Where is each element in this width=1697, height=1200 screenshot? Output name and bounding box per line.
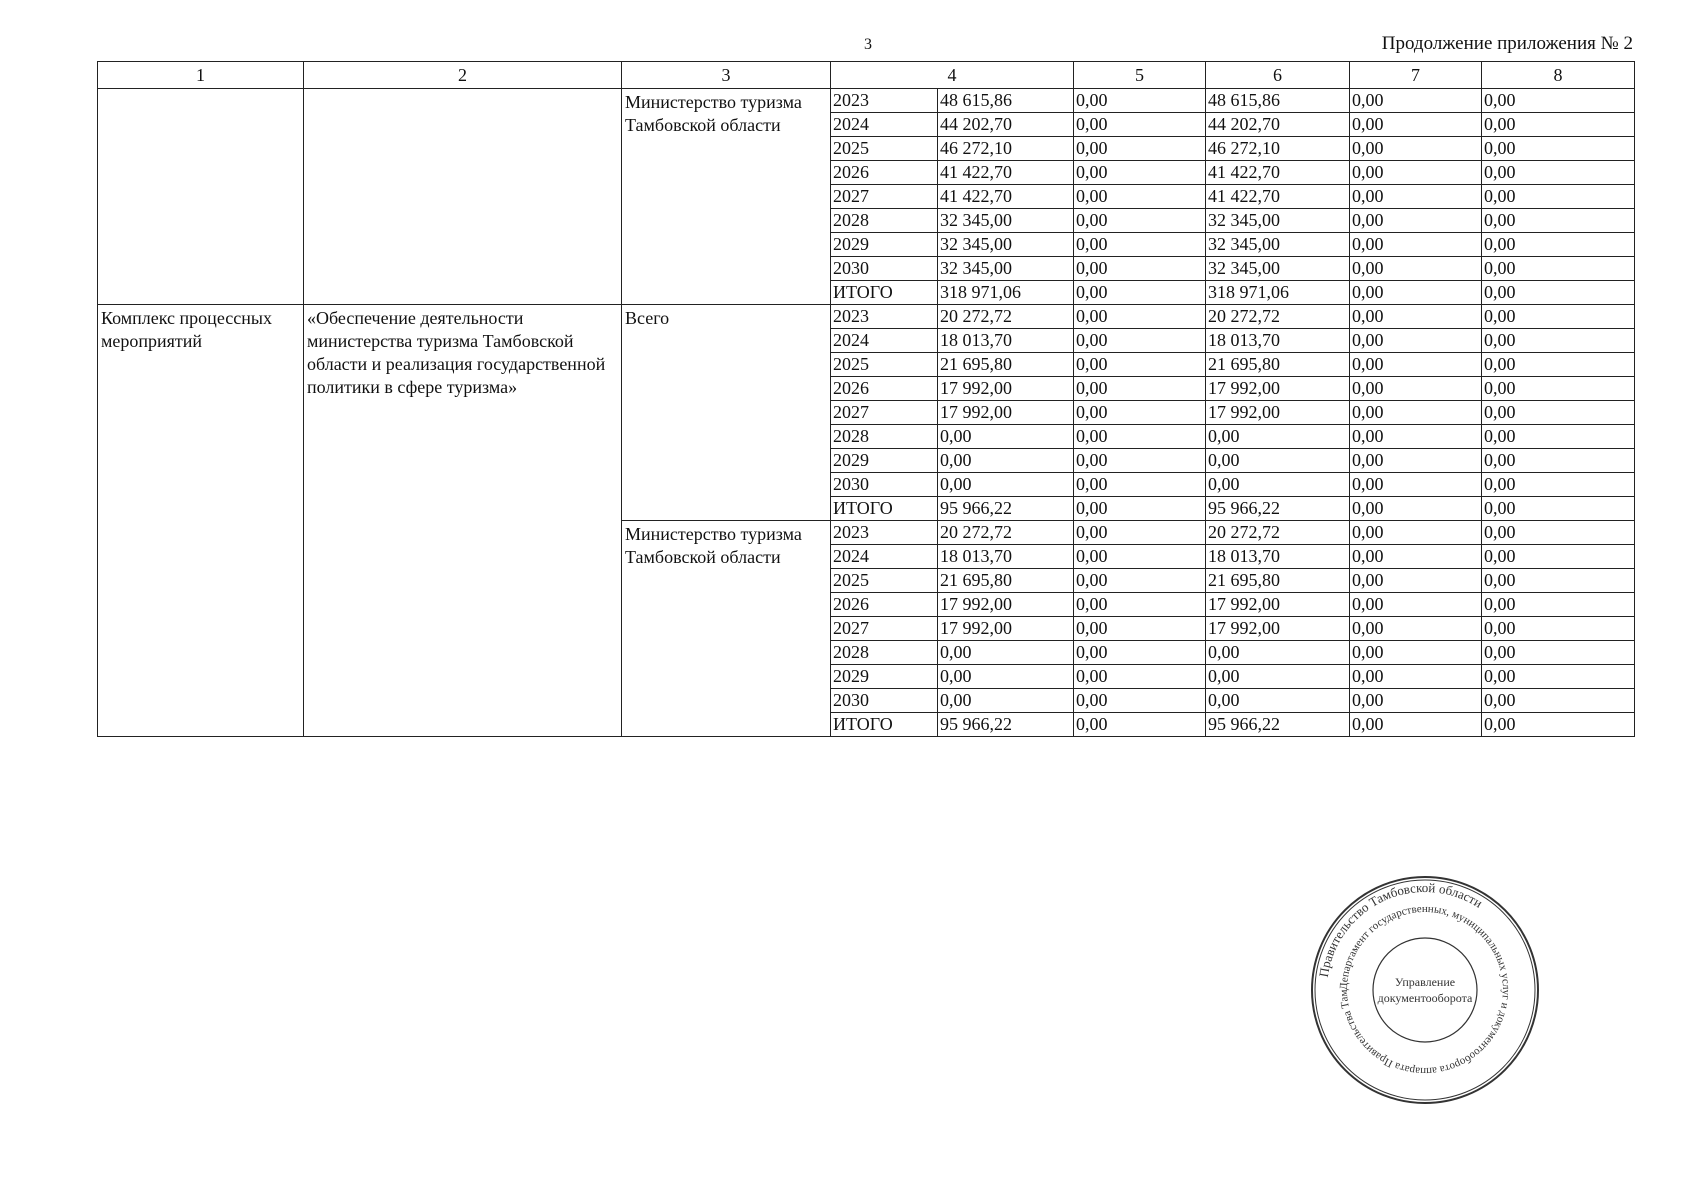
regional-budget-cell: 0,00 xyxy=(1206,641,1350,665)
total-cell: 41 422,70 xyxy=(938,185,1074,209)
total-cell: 17 992,00 xyxy=(938,377,1074,401)
local-budget-cell: 0,00 xyxy=(1350,521,1482,545)
other-sources-cell: 0,00 xyxy=(1482,281,1635,305)
local-budget-cell: 0,00 xyxy=(1350,137,1482,161)
official-seal xyxy=(1305,870,1545,1110)
table-body xyxy=(98,89,1635,737)
regional-budget-cell: 21 695,80 xyxy=(1206,569,1350,593)
regional-budget-cell: 95 966,22 xyxy=(1206,497,1350,521)
local-budget-cell: 0,00 xyxy=(1350,353,1482,377)
federal-budget-cell: 0,00 xyxy=(1074,473,1206,497)
federal-budget-cell: 0,00 xyxy=(1074,449,1206,473)
federal-budget-cell: 0,00 xyxy=(1074,401,1206,425)
other-sources-cell: 0,00 xyxy=(1482,185,1635,209)
federal-budget-cell: 0,00 xyxy=(1074,329,1206,353)
federal-budget-cell: 0,00 xyxy=(1074,137,1206,161)
year-cell: 2029 xyxy=(831,449,938,473)
seal-middle-text: Департамент государственных, муниципальных услуг и документооборота аппарата Правительства Там xyxy=(1337,902,1513,1078)
local-budget-cell: 0,00 xyxy=(1350,329,1482,353)
total-cell: 21 695,80 xyxy=(938,353,1074,377)
total-cell: 0,00 xyxy=(938,689,1074,713)
regional-budget-cell: 46 272,10 xyxy=(1206,137,1350,161)
total-cell: 95 966,22 xyxy=(938,713,1074,737)
federal-budget-cell: 0,00 xyxy=(1074,569,1206,593)
local-budget-cell: 0,00 xyxy=(1350,305,1482,329)
event-name-cell xyxy=(304,89,622,305)
local-budget-cell: 0,00 xyxy=(1350,401,1482,425)
federal-budget-cell: 0,00 xyxy=(1074,377,1206,401)
year-cell: 2023 xyxy=(831,89,938,113)
other-sources-cell: 0,00 xyxy=(1482,113,1635,137)
other-sources-cell: 0,00 xyxy=(1482,593,1635,617)
local-budget-cell: 0,00 xyxy=(1350,689,1482,713)
federal-budget-cell: 0,00 xyxy=(1074,281,1206,305)
local-budget-cell: 0,00 xyxy=(1350,377,1482,401)
local-budget-cell: 0,00 xyxy=(1350,473,1482,497)
total-cell: 32 345,00 xyxy=(938,209,1074,233)
table-row xyxy=(98,89,1635,113)
year-cell: 2028 xyxy=(831,641,938,665)
federal-budget-cell: 0,00 xyxy=(1074,497,1206,521)
local-budget-cell: 0,00 xyxy=(1350,449,1482,473)
year-cell: 2029 xyxy=(831,665,938,689)
regional-budget-cell: 18 013,70 xyxy=(1206,329,1350,353)
local-budget-cell: 0,00 xyxy=(1350,497,1482,521)
executor-cell: Всего xyxy=(622,305,831,521)
other-sources-cell: 0,00 xyxy=(1482,713,1635,737)
total-cell: 46 272,10 xyxy=(938,137,1074,161)
column-number: 1 xyxy=(98,62,304,89)
total-cell: 18 013,70 xyxy=(938,545,1074,569)
year-cell: 2023 xyxy=(831,521,938,545)
regional-budget-cell: 32 345,00 xyxy=(1206,257,1350,281)
regional-budget-cell: 20 272,72 xyxy=(1206,521,1350,545)
year-cell: 2030 xyxy=(831,257,938,281)
other-sources-cell: 0,00 xyxy=(1482,641,1635,665)
year-cell: 2027 xyxy=(831,401,938,425)
other-sources-cell: 0,00 xyxy=(1482,497,1635,521)
federal-budget-cell: 0,00 xyxy=(1074,209,1206,233)
budget-table xyxy=(97,61,1635,737)
other-sources-cell: 0,00 xyxy=(1482,569,1635,593)
regional-budget-cell: 44 202,70 xyxy=(1206,113,1350,137)
seal-center-line2: документооборота xyxy=(1377,991,1473,1005)
federal-budget-cell: 0,00 xyxy=(1074,665,1206,689)
federal-budget-cell: 0,00 xyxy=(1074,617,1206,641)
continuation-label: Продолжение приложения № 2 xyxy=(1381,33,1633,54)
federal-budget-cell: 0,00 xyxy=(1074,593,1206,617)
total-cell: 0,00 xyxy=(938,425,1074,449)
local-budget-cell: 0,00 xyxy=(1350,89,1482,113)
total-cell: 44 202,70 xyxy=(938,113,1074,137)
executor-cell: Министерство туризма Тамбовской области xyxy=(622,89,831,305)
local-budget-cell: 0,00 xyxy=(1350,233,1482,257)
local-budget-cell: 0,00 xyxy=(1350,185,1482,209)
local-budget-cell: 0,00 xyxy=(1350,281,1482,305)
year-cell: 2025 xyxy=(831,137,938,161)
regional-budget-cell: 17 992,00 xyxy=(1206,401,1350,425)
regional-budget-cell: 21 695,80 xyxy=(1206,353,1350,377)
federal-budget-cell: 0,00 xyxy=(1074,713,1206,737)
year-cell: 2024 xyxy=(831,113,938,137)
local-budget-cell: 0,00 xyxy=(1350,113,1482,137)
federal-budget-cell: 0,00 xyxy=(1074,521,1206,545)
total-cell: 0,00 xyxy=(938,665,1074,689)
other-sources-cell: 0,00 xyxy=(1482,377,1635,401)
regional-budget-cell: 17 992,00 xyxy=(1206,593,1350,617)
total-cell: 32 345,00 xyxy=(938,233,1074,257)
year-cell: 2026 xyxy=(831,377,938,401)
regional-budget-cell: 0,00 xyxy=(1206,689,1350,713)
other-sources-cell: 0,00 xyxy=(1482,473,1635,497)
seal-center-line1: Управление xyxy=(1394,975,1456,989)
federal-budget-cell: 0,00 xyxy=(1074,161,1206,185)
column-number: 6 xyxy=(1206,62,1350,89)
total-cell: 17 992,00 xyxy=(938,593,1074,617)
column-number-row xyxy=(98,62,1635,89)
year-cell: 2029 xyxy=(831,233,938,257)
federal-budget-cell: 0,00 xyxy=(1074,257,1206,281)
regional-budget-cell: 41 422,70 xyxy=(1206,161,1350,185)
other-sources-cell: 0,00 xyxy=(1482,521,1635,545)
total-cell: 41 422,70 xyxy=(938,161,1074,185)
federal-budget-cell: 0,00 xyxy=(1074,545,1206,569)
seal-outer-text: Правительство Тамбовской области xyxy=(1315,879,1486,979)
year-cell: 2030 xyxy=(831,473,938,497)
year-cell: ИТОГО xyxy=(831,281,938,305)
year-cell: 2028 xyxy=(831,209,938,233)
local-budget-cell: 0,00 xyxy=(1350,593,1482,617)
year-cell: 2026 xyxy=(831,161,938,185)
other-sources-cell: 0,00 xyxy=(1482,353,1635,377)
year-cell: 2024 xyxy=(831,545,938,569)
other-sources-cell: 0,00 xyxy=(1482,449,1635,473)
total-cell: 318 971,06 xyxy=(938,281,1074,305)
column-number: 5 xyxy=(1074,62,1206,89)
total-cell: 95 966,22 xyxy=(938,497,1074,521)
other-sources-cell: 0,00 xyxy=(1482,209,1635,233)
event-type-cell xyxy=(98,89,304,305)
total-cell: 0,00 xyxy=(938,473,1074,497)
total-cell: 17 992,00 xyxy=(938,617,1074,641)
federal-budget-cell: 0,00 xyxy=(1074,113,1206,137)
other-sources-cell: 0,00 xyxy=(1482,137,1635,161)
year-cell: 2030 xyxy=(831,689,938,713)
executor-cell: Министерство туризма Тамбовской области xyxy=(622,521,831,737)
federal-budget-cell: 0,00 xyxy=(1074,233,1206,257)
year-cell: 2026 xyxy=(831,593,938,617)
regional-budget-cell: 32 345,00 xyxy=(1206,209,1350,233)
total-cell: 20 272,72 xyxy=(938,305,1074,329)
other-sources-cell: 0,00 xyxy=(1482,329,1635,353)
regional-budget-cell: 318 971,06 xyxy=(1206,281,1350,305)
column-number: 7 xyxy=(1350,62,1482,89)
regional-budget-cell: 0,00 xyxy=(1206,473,1350,497)
local-budget-cell: 0,00 xyxy=(1350,665,1482,689)
other-sources-cell: 0,00 xyxy=(1482,257,1635,281)
regional-budget-cell: 18 013,70 xyxy=(1206,545,1350,569)
table-row xyxy=(98,305,1635,329)
local-budget-cell: 0,00 xyxy=(1350,209,1482,233)
regional-budget-cell: 0,00 xyxy=(1206,665,1350,689)
other-sources-cell: 0,00 xyxy=(1482,665,1635,689)
column-number: 3 xyxy=(622,62,831,89)
other-sources-cell: 0,00 xyxy=(1482,425,1635,449)
year-cell: 2023 xyxy=(831,305,938,329)
federal-budget-cell: 0,00 xyxy=(1074,353,1206,377)
federal-budget-cell: 0,00 xyxy=(1074,641,1206,665)
federal-budget-cell: 0,00 xyxy=(1074,425,1206,449)
regional-budget-cell: 0,00 xyxy=(1206,449,1350,473)
regional-budget-cell: 41 422,70 xyxy=(1206,185,1350,209)
year-cell: ИТОГО xyxy=(831,497,938,521)
federal-budget-cell: 0,00 xyxy=(1074,305,1206,329)
local-budget-cell: 0,00 xyxy=(1350,569,1482,593)
total-cell: 0,00 xyxy=(938,641,1074,665)
regional-budget-cell: 17 992,00 xyxy=(1206,617,1350,641)
other-sources-cell: 0,00 xyxy=(1482,161,1635,185)
regional-budget-cell: 48 615,86 xyxy=(1206,89,1350,113)
other-sources-cell: 0,00 xyxy=(1482,401,1635,425)
total-cell: 20 272,72 xyxy=(938,521,1074,545)
seal-graphic xyxy=(1305,870,1545,1110)
total-cell: 21 695,80 xyxy=(938,569,1074,593)
event-name-cell: «Обеспечение деятельности министерства туризма Тамбовской области и реализация государственной политики в сфере туризма» xyxy=(304,305,622,737)
total-cell: 48 615,86 xyxy=(938,89,1074,113)
total-cell: 18 013,70 xyxy=(938,329,1074,353)
column-number: 8 xyxy=(1482,62,1635,89)
federal-budget-cell: 0,00 xyxy=(1074,185,1206,209)
year-cell: 2025 xyxy=(831,569,938,593)
local-budget-cell: 0,00 xyxy=(1350,545,1482,569)
local-budget-cell: 0,00 xyxy=(1350,257,1482,281)
federal-budget-cell: 0,00 xyxy=(1074,89,1206,113)
other-sources-cell: 0,00 xyxy=(1482,233,1635,257)
year-cell: 2025 xyxy=(831,353,938,377)
local-budget-cell: 0,00 xyxy=(1350,713,1482,737)
regional-budget-cell: 95 966,22 xyxy=(1206,713,1350,737)
column-number: 2 xyxy=(304,62,622,89)
other-sources-cell: 0,00 xyxy=(1482,305,1635,329)
total-cell: 0,00 xyxy=(938,449,1074,473)
other-sources-cell: 0,00 xyxy=(1482,545,1635,569)
year-cell: ИТОГО xyxy=(831,713,938,737)
local-budget-cell: 0,00 xyxy=(1350,425,1482,449)
total-cell: 17 992,00 xyxy=(938,401,1074,425)
regional-budget-cell: 20 272,72 xyxy=(1206,305,1350,329)
regional-budget-cell: 17 992,00 xyxy=(1206,377,1350,401)
event-type-cell: Комплекс процессных мероприятий xyxy=(98,305,304,737)
other-sources-cell: 0,00 xyxy=(1482,617,1635,641)
year-cell: 2028 xyxy=(831,425,938,449)
page-number: 3 xyxy=(864,36,872,53)
local-budget-cell: 0,00 xyxy=(1350,617,1482,641)
total-cell: 32 345,00 xyxy=(938,257,1074,281)
year-cell: 2027 xyxy=(831,185,938,209)
other-sources-cell: 0,00 xyxy=(1482,89,1635,113)
column-number: 4 xyxy=(831,62,1074,89)
federal-budget-cell: 0,00 xyxy=(1074,689,1206,713)
regional-budget-cell: 32 345,00 xyxy=(1206,233,1350,257)
year-cell: 2027 xyxy=(831,617,938,641)
local-budget-cell: 0,00 xyxy=(1350,161,1482,185)
local-budget-cell: 0,00 xyxy=(1350,641,1482,665)
year-cell: 2024 xyxy=(831,329,938,353)
regional-budget-cell: 0,00 xyxy=(1206,425,1350,449)
other-sources-cell: 0,00 xyxy=(1482,689,1635,713)
